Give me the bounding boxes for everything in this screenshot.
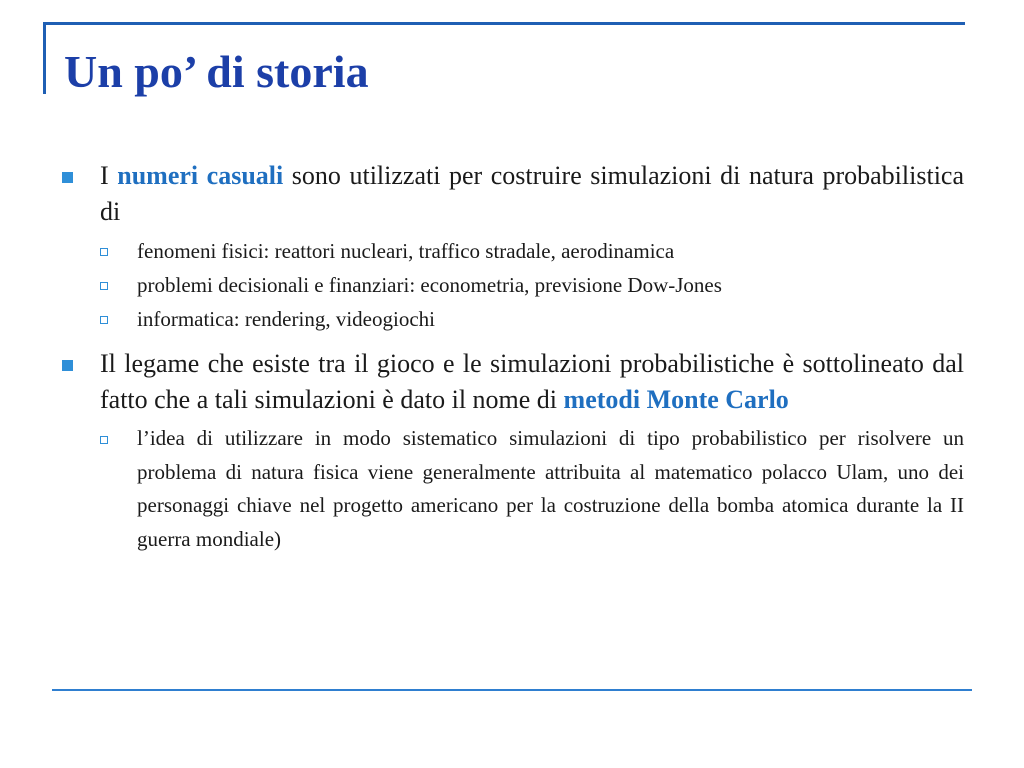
sub-bullet-text: l’idea di utilizzare in modo sistematico simulazioni di tipo probabilistico per risolvere un problema di natura fisica viene generalmente attribuita al matematico polacco Ulam, uno dei personaggi chiave nel progetto americano per la costruzione della bomba atomica durante la II guerra mondiale) [137,426,964,551]
bullet-text-pre: I [100,161,118,190]
bullet-text-pre: Il legame che esiste tra il gioco e le simulazioni probabilistiche è sottolineato dal fatto che a tali simulazioni è dato il nome di [100,349,964,414]
hollow-square-bullet-icon [100,282,108,290]
sub-bullet-item [60,302,964,336]
bullet-item [60,158,964,230]
sub-bullet-text: problemi decisionali e finanziari: econometria, previsione Dow-Jones [137,273,722,297]
sub-bullet-list [60,422,964,556]
sub-bullet-item [60,268,964,302]
square-bullet-icon [62,172,73,183]
title-frame-vertical-line [43,22,46,94]
sub-bullet-text: fenomeni fisici: reattori nucleari, traffico stradale, aerodinamica [137,239,675,263]
sub-bullet-item [60,234,964,268]
highlight-term: metodi Monte Carlo [563,385,789,414]
bullet-text-post: sono utilizzati per costruire simulazioni di natura probabilistica di [100,161,964,226]
title-frame-horizontal-line [43,22,965,25]
hollow-square-bullet-icon [100,316,108,324]
hollow-square-bullet-icon [100,436,108,444]
square-bullet-icon [62,360,73,371]
slide-body [60,158,964,566]
highlight-term: numeri casuali [117,161,284,190]
bullet-item [60,346,964,418]
hollow-square-bullet-icon [100,248,108,256]
sub-bullet-item [60,422,964,556]
footer-divider [52,689,972,691]
sub-bullet-list [60,234,964,336]
sub-bullet-text: informatica: rendering, videogiochi [137,307,435,331]
slide-title: Un po’ di storia [64,46,369,97]
